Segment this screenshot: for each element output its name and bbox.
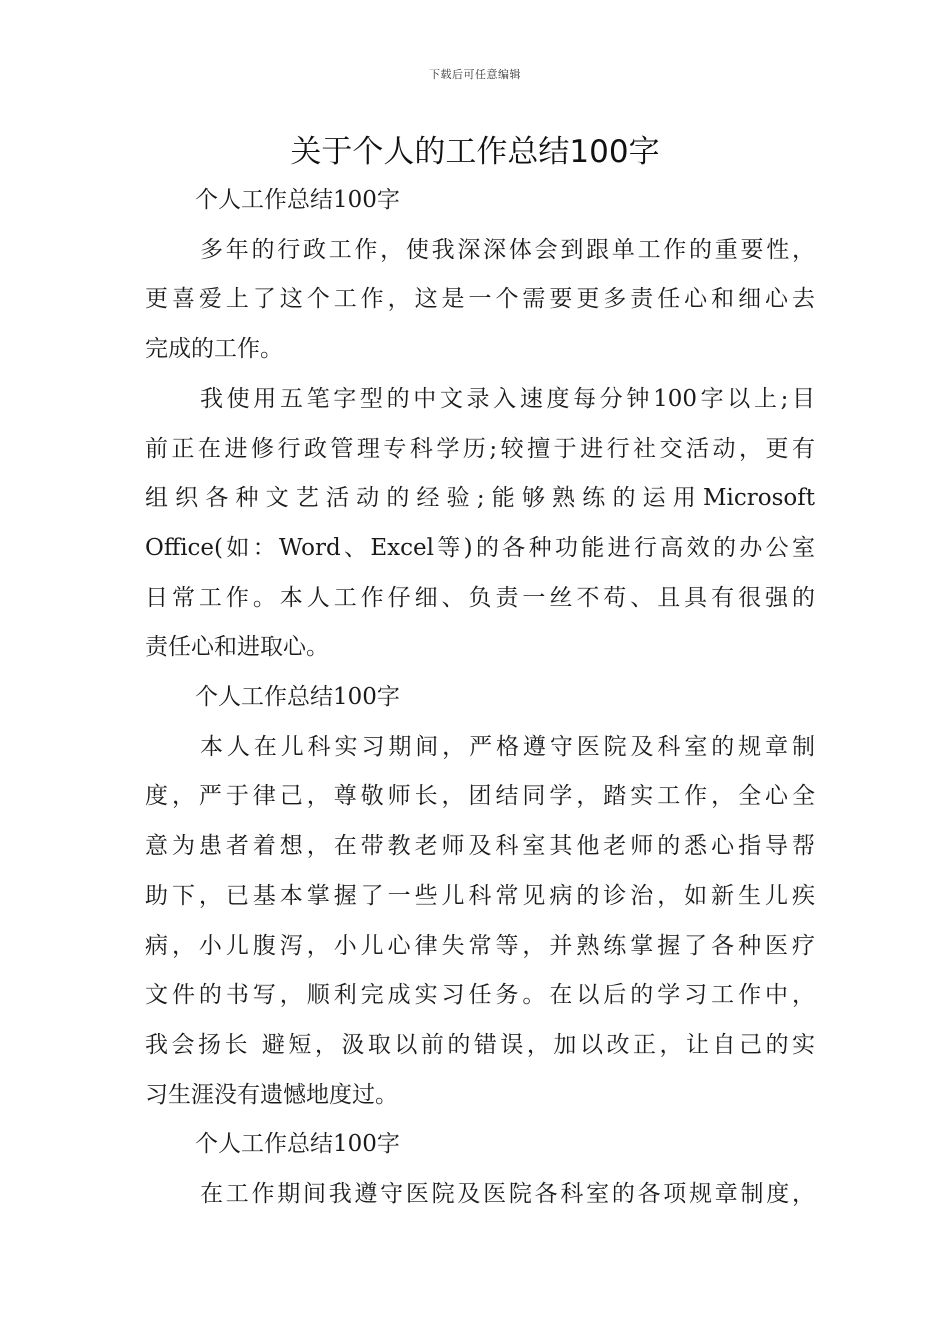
- section-heading: 个人工作总结100字: [195, 684, 400, 711]
- paragraph-line: 病，小儿腹泻，小儿心律失常等，并熟练掌握了各种医疗: [145, 932, 815, 959]
- section-heading: 个人工作总结100字: [195, 1131, 400, 1158]
- paragraph-line: 更喜爱上了这个工作，这是一个需要更多责任心和细心去: [145, 286, 815, 313]
- document-body: [145, 176, 815, 1220]
- paragraph-line: 日常工作。本人工作仔细、负责一丝不苟、且具有很强的: [145, 584, 815, 611]
- paragraph-line: 习生涯没有遗憾地度过。: [145, 1081, 398, 1108]
- paragraph: [145, 723, 815, 1121]
- paragraph-line: 助下，已基本掌握了一些儿科常见病的诊治，如新生儿疾: [145, 882, 815, 909]
- section-heading: 个人工作总结100字: [195, 187, 400, 213]
- header-note: 下载后可任意编辑: [429, 68, 521, 81]
- paragraph-line: 我使用五笔字型的中文录入速度每分钟100字以上;目: [200, 385, 815, 412]
- paragraph: [145, 226, 815, 375]
- document-title: 关于个人的工作总结100字: [290, 134, 660, 170]
- paragraph-line: 本人在儿科实习期间，严格遵守医院及科室的规章制: [200, 733, 815, 760]
- paragraph: [145, 375, 815, 673]
- paragraph-line: 多年的行政工作，使我深深体会到跟单工作的重要性，: [200, 236, 815, 263]
- paragraph-line: 文件的书写，顺利完成实习任务。在以后的学习工作中，: [145, 982, 815, 1009]
- paragraph-line: 前正在进修行政管理专科学历;较擅于进行社交活动，更有: [145, 435, 815, 462]
- paragraph-line: 责任心和进取心。: [145, 634, 329, 661]
- paragraph-line: 意为患者着想，在带教老师及科室其他老师的悉心指导帮: [145, 833, 815, 860]
- paragraph-line: Office(如：Word、Excel等)的各种功能进行高效的办公室: [145, 534, 815, 561]
- paragraph-line: 组织各种文艺活动的经验;能够熟练的运用Microsoft: [145, 485, 815, 512]
- paragraph-line: 度，严于律己，尊敬师长，团结同学，踏实工作，全心全: [145, 783, 815, 810]
- paragraph-line: 完成的工作。: [145, 336, 283, 363]
- paragraph-line: 我会扬长 避短，汲取以前的错误，加以改正，让自己的实: [145, 1031, 815, 1058]
- paragraph: [145, 1170, 815, 1220]
- paragraph-line: 在工作期间我遵守医院及医院各科室的各项规章制度，: [200, 1181, 815, 1208]
